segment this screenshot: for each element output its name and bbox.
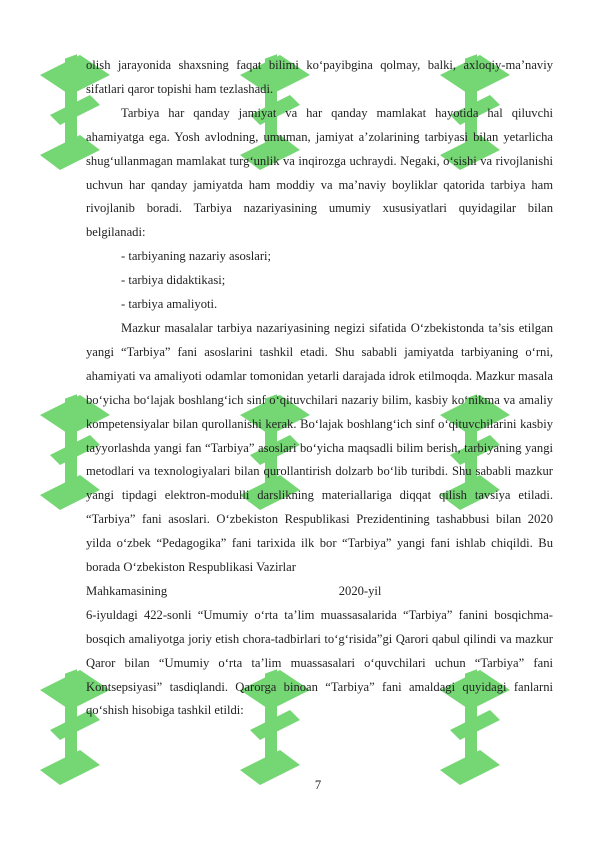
split-line xyxy=(86,580,553,604)
paragraph-tarbiya-importance: Tarbiya har qanday jamiyat va har qanday mamlakat hayotida hal qiluvchi ahamiyatga ega. Yosh avlodning, umuman, jamiyat a’zolarining tarbiyasi bilan yetarlicha shug‘ullanmagan mamlakat turg‘unlik va inqirozga uchraydi. Negaki, o‘sishi va rivojlanishi uchvun har qanday jamiyatda ham moddiy va ma’naviy boyliklar qatorida tarbiya ham rivojlanib boradi. Tarbiya nazariyasining umumiy xususiyatlari quyidagilar bilan belgilanadi: xyxy=(86,105,553,240)
split-line-left: Mahkamasining xyxy=(86,583,168,598)
list-item-didactics: - tarbiya didaktikasi; xyxy=(121,273,226,288)
list-item-theory: - tarbiyaning nazariy asoslari; xyxy=(121,249,272,264)
split-line-center: 2020-yil xyxy=(338,583,382,598)
paragraph-tarbiya-subject: Mazkur masalalar tarbiya nazariyasining negizi sifatida O‘zbekistonda ta’sis etilgan yangi “Tarbiya” fani asoslarini tashkil etadi. Shu sababli jamiyatda tarbiyaning o‘rni, ahamiyati va amaliyoti odamlar tomonidan yetarli darajada idrok etilmoqda. Mazkur masala bo‘yicha bo‘lajak boshlang‘ich sinf o‘qituvchilari nazariy bilim, kasbiy ko‘nikma va amaliy kompetensiyalar bilan qurollanishi kerak. Bo‘lajak boshlang‘ich sinf o‘qituvchilarini kasbiy tayyorlashda yangi fan “Tarbiya” asoslari bo‘yicha maqsadli bilim berish, tarbiyaning yangi metodlari va texnologiyalari bilan qurollantirish dolzarb bo‘lib turibdi. Shu sababli mazkur yangi tipdagi elektron-modulli darslikning materiallariga diqqat qilish tavsiya etiladi. “Tarbiya” fani asoslari. O‘zbekiston Respublikasi Prezidentining tashabbusi bilan 2020 yilda o‘zbek “Pedagogika” fani tarixida ilk bor “Tarbiya” yangi fani ishlab chiqildi. Bu borada O‘zbekiston Respublikasi Vazirlar xyxy=(86,320,553,575)
document-body xyxy=(86,54,553,723)
paragraph-resolution: 6-iyuldagi 422-sonli “Umumiy o‘rta ta’lim muassasalarida “Tarbiya” fanini bosqichma-bosqich amaliyotga joriy etish chora-tadbirlari to‘g‘risida”gi Qarori qabul qilindi va mazkur Qaror bilan “Umumiy o‘rta ta’lim muassasalari o‘quvchilari uchun “Tarbiya” fani Kontsepsiyasi” tasdiqlandi. Qarorga binoan “Tarbiya” fani amaldagi quyidagi fanlarni qo‘shish hisobiga tashkil etildi: xyxy=(86,607,553,718)
page-number: 7 xyxy=(314,778,322,792)
paragraph-continuation: olish jarayonida shaxsning faqat bilimi ko‘payibgina qolmay, balki, axloqiy-ma’naviy sifatlari qaror topishi ham tezlashadi. xyxy=(86,58,553,96)
list-item-practice: - tarbiya amaliyoti. xyxy=(121,297,218,312)
